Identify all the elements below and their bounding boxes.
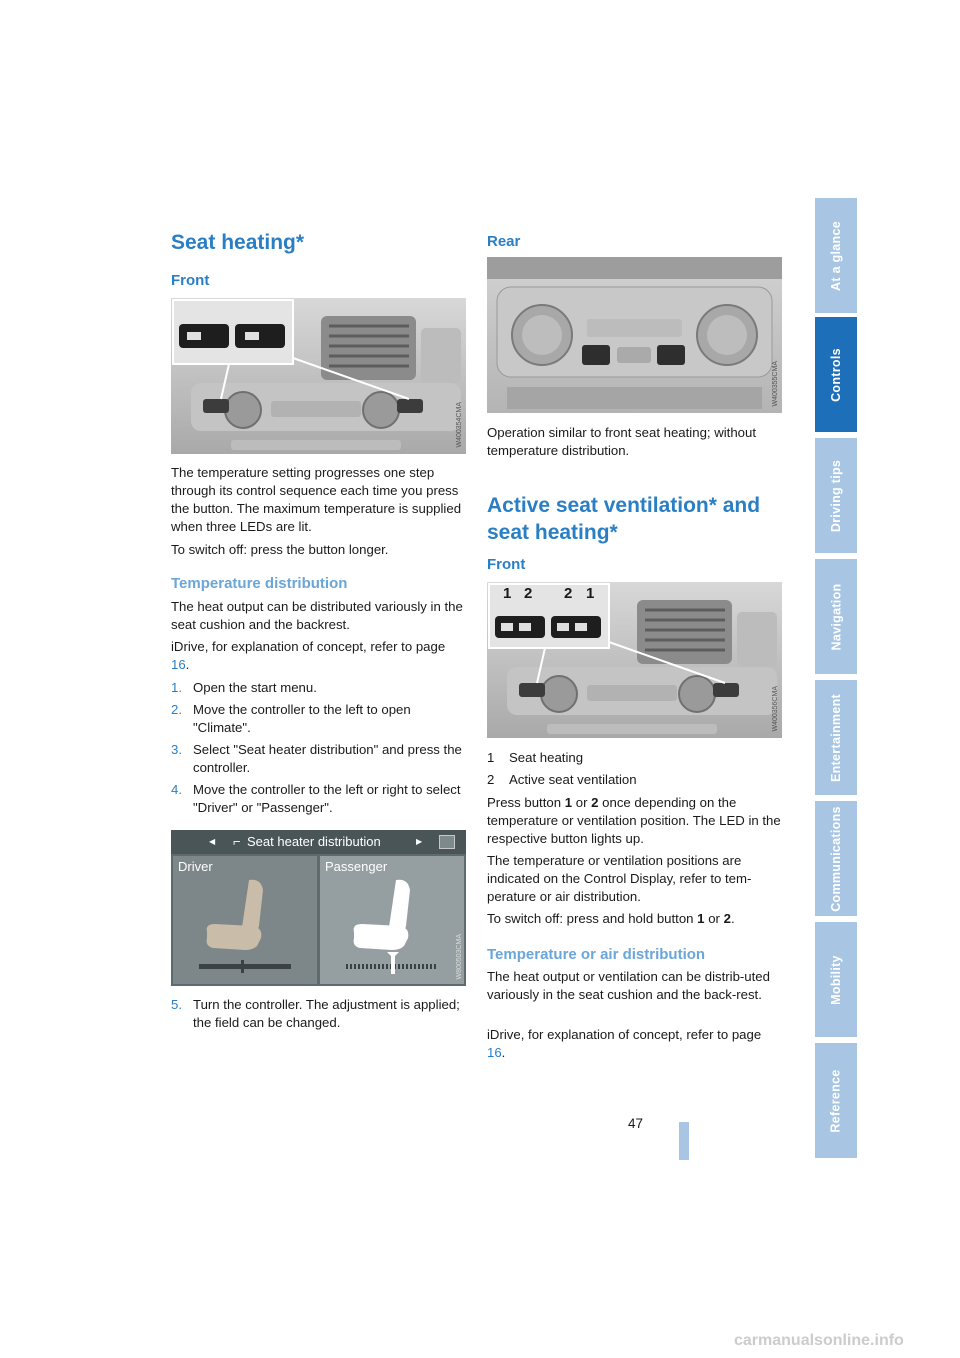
driver-label: Driver — [178, 859, 213, 874]
section-title-active-seat-ventilation: Active seat ventilation* and seat heating* — [487, 494, 761, 544]
paragraph-idrive-reference: iDrive, for explanation of concept, refer to page 16. — [171, 639, 446, 672]
tab-communications[interactable]: Communications — [815, 801, 857, 919]
subheading-temperature-distribution: Temperature distribution — [171, 575, 348, 592]
driver-seat-icon — [201, 876, 281, 956]
passenger-panel[interactable] — [320, 856, 464, 984]
page-link[interactable]: 16 — [487, 1045, 502, 1060]
tab-mobility[interactable]: Mobility — [815, 922, 857, 1040]
paragraph-positions: The temperature or ventilation positions are indicated on the Control Display, refer to tem-perature or air distribution. — [487, 853, 752, 904]
subheading-rear: Rear — [487, 233, 521, 250]
footer-watermark: carmanualsonline.info — [734, 1332, 904, 1349]
page-marker — [679, 1122, 689, 1160]
callout-label: 1 — [586, 585, 595, 602]
callout-label: 2 — [564, 585, 573, 602]
page-link[interactable]: 16 — [171, 657, 186, 672]
section-title-seat-heating: Seat heating* — [171, 231, 305, 254]
figure-code: W800503CMA — [456, 934, 463, 980]
slider-marker — [241, 960, 244, 973]
paragraph-idrive-reference: iDrive, for explanation of concept, refer to page 16. — [487, 1027, 762, 1060]
callout-label: 2 — [524, 585, 533, 602]
passenger-label: Passenger — [325, 859, 388, 874]
paragraph-switch-off: To switch off: press and hold button 1 or 2. — [487, 911, 735, 926]
paragraph-air-distribution: The heat output or ventilation can be distrib-uted variously in the seat cushion and the back-rest. — [487, 969, 770, 1002]
list-item: 4. Move the controller to the left or right to select "Driver" or "Passenger". — [171, 782, 461, 815]
tab-navigation[interactable]: Navigation — [815, 559, 857, 677]
paragraph-press-button: Press button 1 or 2 once depending on the temperature or ventilation position. The LED in the respective button lights up. — [487, 795, 781, 846]
tab-entertainment[interactable]: Entertainment — [815, 680, 857, 798]
screen-header-title: Seat heater distribution — [247, 834, 381, 849]
front-ventilation-figure — [487, 582, 782, 738]
callout-label: 1 — [503, 585, 512, 602]
list-item: 5. Turn the controller. The adjustment is applied; the field can be changed. — [171, 997, 460, 1030]
options-icon — [439, 835, 455, 849]
subheading-air-distribution: Temperature or air distribution — [487, 946, 706, 963]
list-item: 1. Open the start menu. — [171, 680, 317, 695]
chevron-left-icon: ◀ — [209, 837, 216, 846]
passenger-seat-icon — [348, 876, 428, 956]
paragraph-switch-off: To switch off: press the button longer. — [171, 542, 389, 557]
driver-distribution-slider[interactable] — [199, 964, 291, 969]
figure-code: W400355CMA — [772, 361, 779, 407]
list-item: 2. Move the controller to the left to open "Climate". — [171, 702, 411, 735]
seat-icon: ⌐ — [233, 834, 241, 849]
tab-controls[interactable]: Controls — [815, 317, 857, 435]
seat-heater-distribution-screen — [171, 830, 466, 986]
figure-code: W400354CMA — [456, 402, 463, 448]
figure-code: W400356CMA — [772, 686, 779, 732]
list-item: 3. Select "Seat heater distribution" and press the controller. — [171, 742, 462, 775]
page-number: 47 — [628, 1116, 644, 1131]
paragraph-rear-operation: Operation similar to front seat heating; without temperature distribution. — [487, 425, 757, 458]
paragraph-heat-output: The heat output can be distributed variously in the seat cushion and the backrest. — [171, 599, 463, 632]
legend-item: 2 Active seat ventilation — [487, 772, 637, 787]
subheading-front: Front — [487, 556, 526, 573]
subheading-front: Front — [171, 272, 210, 289]
rear-seat-heating-figure — [487, 257, 782, 413]
front-seat-heating-figure — [171, 298, 466, 454]
tab-reference[interactable]: Reference — [815, 1043, 857, 1161]
chapter-sidebar — [815, 198, 857, 1160]
tab-at-a-glance[interactable]: At a glance — [815, 198, 857, 316]
tab-driving-tips[interactable]: Driving tips — [815, 438, 857, 556]
driver-panel[interactable] — [173, 856, 317, 984]
legend-item: 1 Seat heating — [487, 750, 584, 765]
paragraph-temperature-steps: The temperature setting progresses one step through its control sequence each time you press the button. The maximum temperature is supplied when three LEDs are lit. — [171, 465, 462, 534]
slider-marker — [391, 956, 395, 974]
chevron-right-icon: ▶ — [416, 837, 423, 846]
